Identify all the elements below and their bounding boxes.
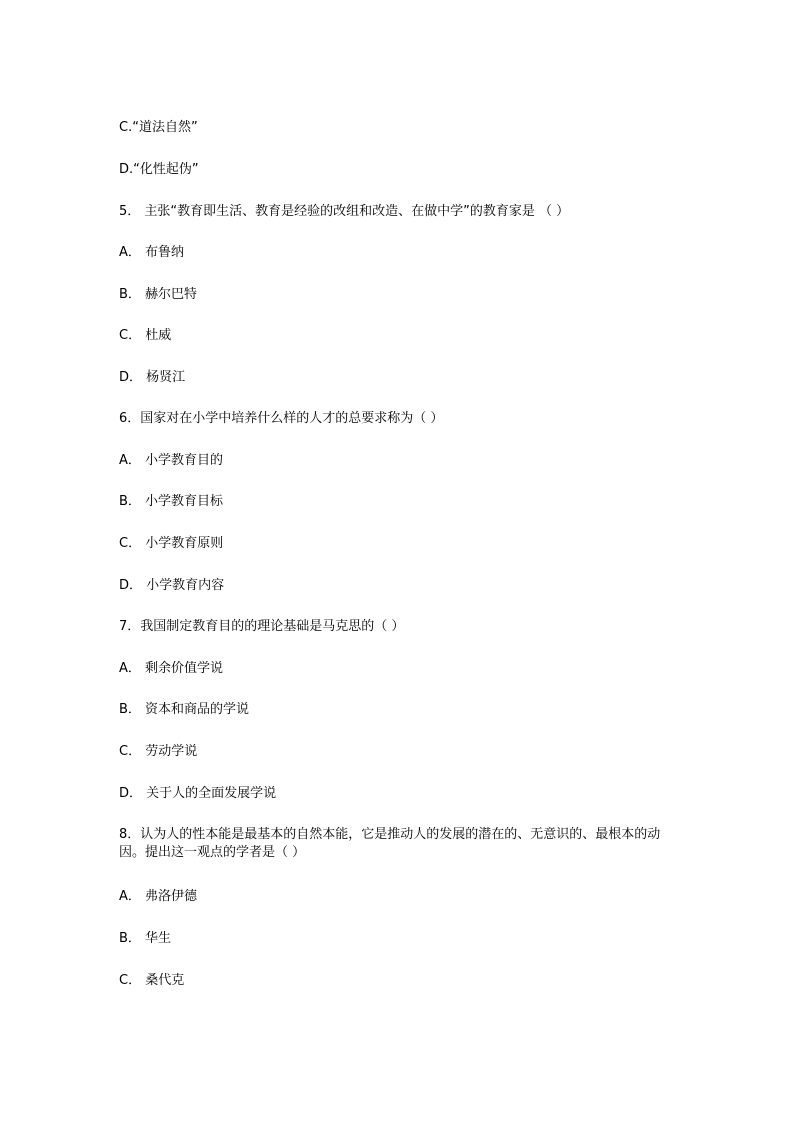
q8-option-a: A． 弗洛伊德 (119, 889, 198, 904)
q5-option-b: B． 赫尔巴特 (119, 287, 198, 302)
q7-option-b: B． 资本和商品的学说 (119, 702, 250, 717)
q4-option-d: D.“化性起伪” (119, 162, 199, 177)
q6-option-d: D． 小学教育内容 (119, 578, 225, 593)
q6-option-c: C． 小学教育原则 (119, 536, 224, 551)
q7-option-c: C． 劳动学说 (119, 744, 198, 759)
q4-option-c: C.“道法自然” (119, 120, 198, 135)
q8-option-c: C． 桑代克 (119, 973, 185, 988)
q6-option-b: B． 小学教育目标 (119, 494, 224, 509)
q8-option-b: B． 华生 (119, 931, 172, 946)
question-5: 5． 主张“教育即生活、教育是经验的改组和改造、在做中学”的教育家是 （ ） (119, 204, 570, 219)
q7-option-d: D． 关于人的全面发展学说 (119, 786, 277, 801)
question-7: 7．我国制定教育目的的理论基础是马克思的（ ） (119, 619, 405, 634)
q7-option-a: A． 剩余价值学说 (119, 661, 224, 676)
q5-option-d: D． 杨贤江 (119, 370, 186, 385)
question-8: 8．认为人的性本能是最基本的自然本能，它是推动人的发展的潜在的、无意识的、最根本的动因。提出这一观点的学者是（ ） (119, 827, 661, 860)
question-6: 6．国家对在小学中培养什么样的人才的总要求称为（ ） (119, 411, 444, 426)
q5-option-c: C． 杜威 (119, 328, 172, 343)
q6-option-a: A． 小学教育目的 (119, 453, 224, 468)
q5-option-a: A． 布鲁纳 (119, 245, 185, 260)
